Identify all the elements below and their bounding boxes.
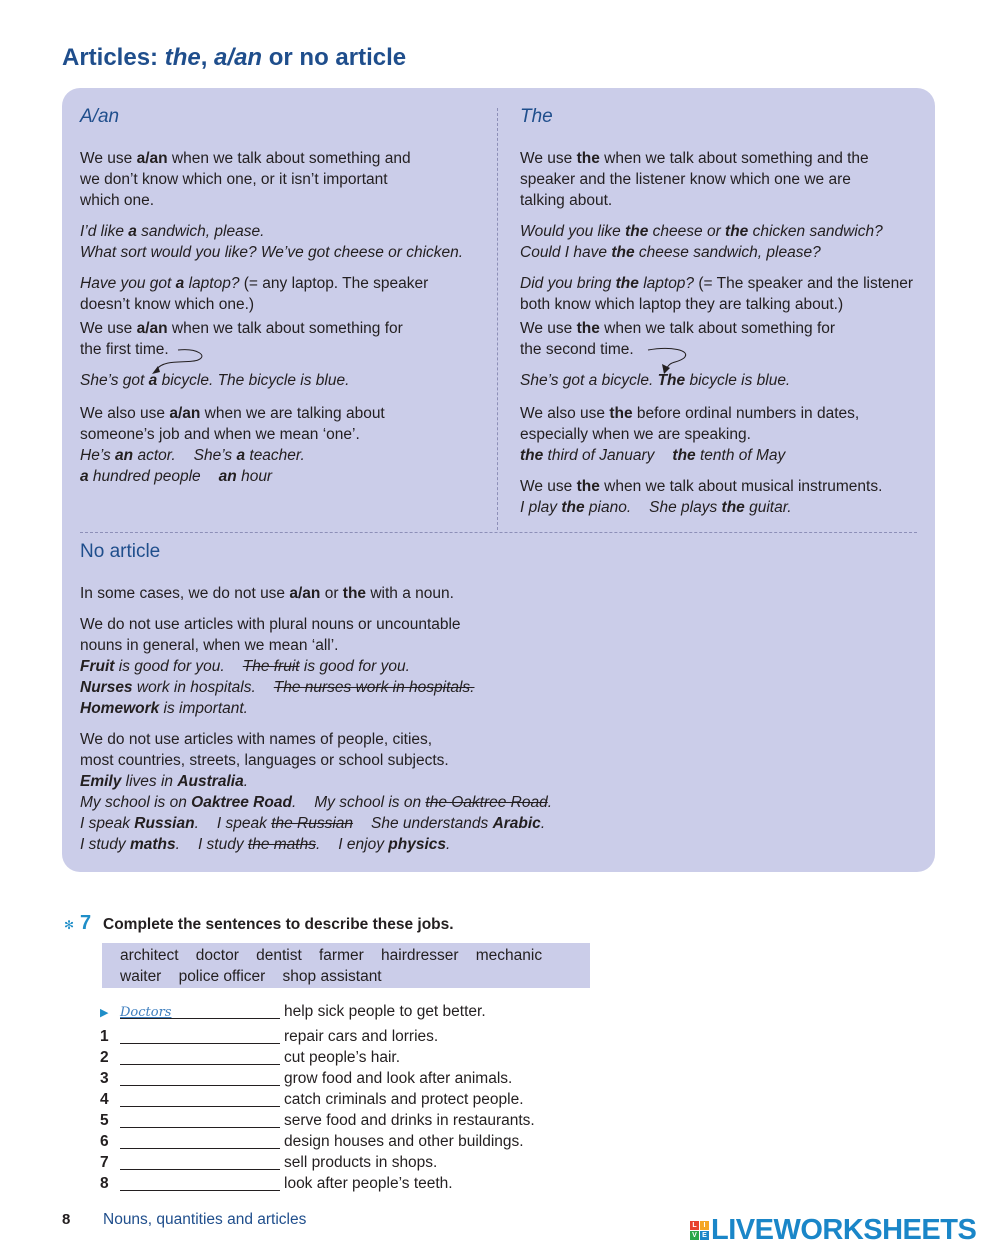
sentence-text: design houses and other buildings. — [284, 1133, 524, 1150]
item-number: 8 — [100, 1175, 109, 1192]
the-example-2: Did you bring the laptop? (= The speaker and the listener both know which laptop they are talking about.) — [520, 275, 914, 313]
liveworksheets-logo[interactable] — [690, 1214, 976, 1247]
the-heading: The — [520, 106, 553, 127]
item-number: 3 — [100, 1070, 109, 1087]
sentence-text: grow food and look after animals. — [284, 1070, 513, 1087]
aan-rule-3: We also use a/an when we are talking about someone’s job and when we mean ‘one’. He’s an actor. She’s a teacher. a hundred people an hour — [80, 405, 385, 485]
answer-blank[interactable] — [120, 1043, 280, 1044]
answer-blank[interactable] — [120, 1127, 280, 1128]
answer-blank[interactable] — [120, 1169, 280, 1170]
item-number: 5 — [100, 1112, 109, 1129]
sentence-text: repair cars and lorries. — [284, 1028, 439, 1045]
exercise-number: 7 — [80, 912, 92, 934]
page-title: Articles: the, a/an or no article — [62, 44, 407, 71]
word-box-line-2: waiter police officer shop assistant — [120, 968, 382, 985]
section-divider — [80, 532, 917, 533]
word-box-line-1: architect doctor dentist farmer hairdresser mechanic — [120, 947, 543, 964]
item-number: 2 — [100, 1049, 109, 1066]
noarticle-rule-1: In some cases, we do not use a/an or the with a noun. — [80, 585, 454, 602]
item-number: 4 — [100, 1091, 109, 1108]
the-rule-4: We use the when we talk about musical instruments. I play the piano. She plays the guitar. — [520, 478, 883, 516]
aan-example-1: I’d like a sandwich, please. What sort would you like? We’ve got cheese or chicken. — [80, 223, 464, 261]
page-number: 8 — [62, 1211, 71, 1228]
sentence-text: help sick people to get better. — [284, 1003, 486, 1020]
sentence-text: look after people’s teeth. — [284, 1175, 453, 1192]
aan-rule-1: We use a/an when we talk about something and we don’t know which one, or it isn’t important which one. — [80, 150, 411, 209]
example-answer: Doctors — [120, 1005, 172, 1020]
answer-blank[interactable] — [120, 1064, 280, 1065]
noarticle-rule-3: We do not use articles with names of people, cities, most countries, streets, languages or school subjects. Emily lives in Australia. My school is on Oaktree Road. My school is on the Oaktree Road. I speak Russian. I speak the Russian She understands Arabic. I study maths. I study the maths. I enjoy physics. — [80, 731, 553, 853]
item-number: 6 — [100, 1133, 109, 1150]
answer-blank[interactable] — [120, 1085, 280, 1086]
the-rule-1: We use the when we talk about something and the speaker and the listener know which one we are talking about. — [520, 150, 869, 209]
the-example-1: Would you like the cheese or the chicken sandwich? Could I have the cheese sandwich, please? — [520, 223, 883, 261]
section-title: Nouns, quantities and articles — [103, 1211, 307, 1228]
aan-heading: A/an — [80, 106, 120, 127]
the-rule-3: We also use the before ordinal numbers in dates, especially when we are speaking. the third of January the tenth of May — [520, 405, 860, 464]
column-divider — [497, 108, 498, 530]
the-rule-2: We use the when we talk about something for the second time. — [520, 320, 836, 358]
sentence-text: catch criminals and protect people. — [284, 1091, 524, 1108]
answer-blank[interactable] — [120, 1106, 280, 1107]
exercise-instruction: Complete the sentences to describe these jobs. — [103, 916, 454, 933]
sentence-text: cut people’s hair. — [284, 1049, 401, 1066]
aan-rule-2: We use a/an when we talk about something for the first time. — [80, 320, 403, 358]
item-number: 1 — [100, 1028, 109, 1045]
sentence-text: serve food and drinks in restaurants. — [284, 1112, 535, 1129]
answer-blank[interactable] — [120, 1148, 280, 1149]
the-example-3: She’s got a bicycle. The bicycle is blue. — [520, 372, 791, 389]
answer-blank[interactable] — [120, 1190, 280, 1191]
word-box — [102, 943, 590, 988]
logo-mark-icon: L I V E — [690, 1221, 709, 1240]
example-marker-icon: ▶ — [100, 1007, 109, 1019]
aan-example-2: Have you got a laptop? (= any laptop. The speaker doesn’t know which one.) — [80, 275, 429, 313]
logo-text: LIVEWORKSHEETS — [711, 1214, 977, 1246]
difficulty-star-icon: ✻ — [64, 918, 75, 932]
sentence-text: sell products in shops. — [284, 1154, 438, 1171]
item-number: 7 — [100, 1154, 109, 1171]
noarticle-rule-2: We do not use articles with plural nouns or uncountable nouns in general, when we mean ‘all’. Fruit is good for you. The fruit is good for you. Nurses work in hospitals. The nurses work in hospitals. Homework is important. — [80, 616, 475, 717]
aan-example-3: She’s got a bicycle. The bicycle is blue. — [80, 372, 350, 389]
noarticle-heading: No article — [80, 541, 161, 562]
